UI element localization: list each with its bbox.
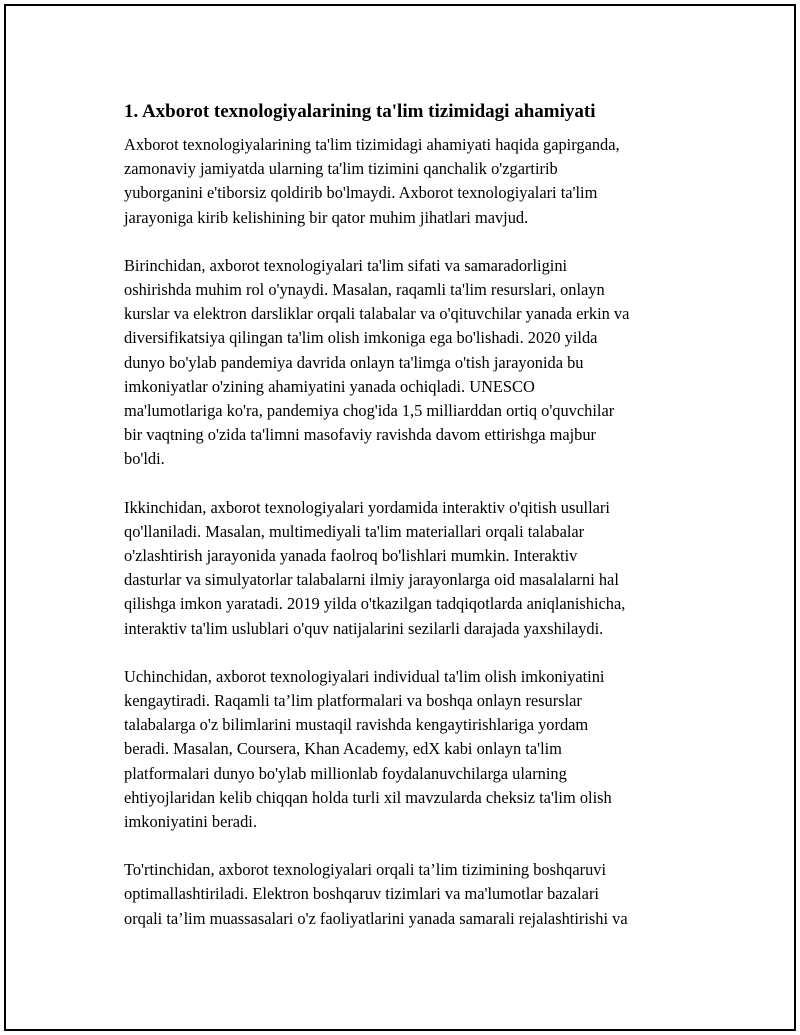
page-frame — [4, 4, 796, 1031]
paragraph-first-point: Birinchidan, axborot texnologiyalari ta'lim sifati va samaradorligini oshirishda muhim rol o'ynaydi. Masalan, raqamli ta'lim resurslari, onlayn kurslar va elektron darsliklar orqali talabalar va o'qituvchilar yanada erkin va diversifikatsiya qilingan ta'lim olish imkoniga ega bo'lishadi. 2020 yilda dunyo bo'ylab pandemiya davrida onlayn ta'limga o'tish jarayonida bu imkoniyatlar o'zining ahamiyatini yanada ochiqladi. UNESCO ma'lumotlariga ko'ra, pandemiya chog'ida 1,5 milliarddan ortiq o'quvchilar bir vaqtning o'zida ta'limni masofaviy ravishda davom ettirishga majbur bo'ldi. — [124, 255, 630, 469]
paragraph-third-point: Uchinchidan, axborot texnologiyalari individual ta'lim olish imkoniyatini kengaytiradi. Raqamli ta’lim platformalari va boshqa onlayn resurslar talabalarga o'z bilimlarini mustaqil ravishda kengaytirishlariga yordam beradi. Masalan, Coursera, Khan Academy, edX kabi onlayn ta'lim platformalari dunyo bo'ylab millionlab foydalanuvchilarga ularning ehtiyojlaridan kelib chiqqan holda turli xil mavzularda cheksiz ta'lim olish imkoniyatini beradi. — [124, 666, 612, 832]
paragraph-fourth-point: To'rtinchidan, axborot texnologiyalari orqali ta’lim tizimining boshqaruvi optimallashtiriladi. Elektron boshqaruv tizimlari va ma'lumotlar bazalari orqali ta’lim muassasalari o'z faoliyatlarini yanada samarali rejalashtirishi va — [124, 860, 628, 928]
paragraph-second-point: Ikkinchidan, axborot texnologiyalari yordamida interaktiv o'qitish usullari qo'llaniladi. Masalan, multimediyali ta'lim materiallari orqali talabalar o'zlashtirish jarayonida yanada faolroq bo'lishlari mumkin. Interaktiv dasturlar va simulyatorlar talabalarni ilmiy jarayonlarga oid masalalarni hal qilishga imkon yaratadi. 2019 yilda o'tkazilgan tadqiqotlarda aniqlanishicha, interaktiv ta'lim uslublari o'quv natijalarini sezilarli darajada yaxshilaydi. — [124, 497, 626, 638]
document-body — [124, 99, 694, 955]
section-title: 1. Axborot texnologiyalarining ta'lim tizimidagi ahamiyati — [124, 101, 596, 122]
paragraph-intro: Axborot texnologiyalarining ta'lim tizimidagi ahamiyati haqida gapirganda, zamonaviy jamiyatda ularning ta'lim tizimini qanchalik o'zgartirib yuborganini e'tiborsiz qoldirib bo'lmaydi. Axborot texnologiyalari ta'lim jarayoniga kirib kelishining bir qator muhim jihatlari mavjud. — [124, 135, 620, 227]
